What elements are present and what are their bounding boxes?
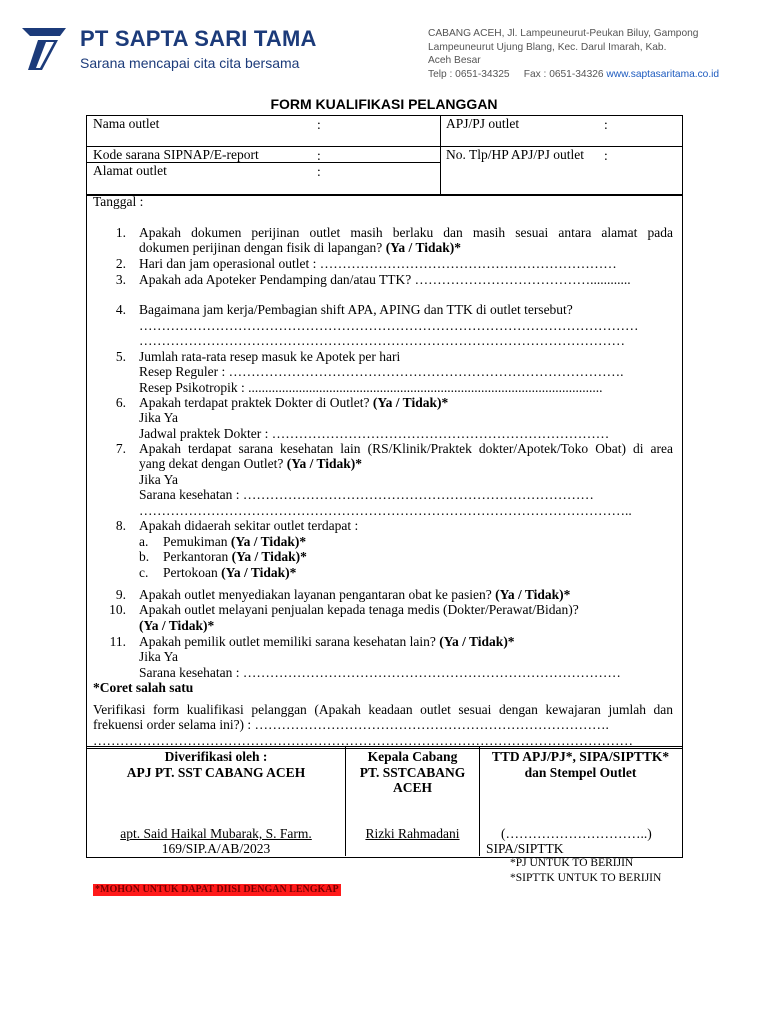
- question-number: 10.: [109, 602, 126, 617]
- question-5: Jumlah rata-rata resep masuk ke Apotek per hari: [139, 349, 401, 364]
- label-nama-outlet: Nama outlet: [93, 116, 160, 131]
- note-pj: *PJ UNTUK TO BERIJIN: [510, 857, 634, 869]
- sig-col2-branch: ACEH: [392, 780, 432, 795]
- label-kode-sarana: Kode sarana SIPNAP/E-report: [93, 147, 259, 162]
- phone-fax: Telp : 0651-34325 Fax : 0651-34326: [428, 68, 604, 80]
- option-pertokoan: [163, 565, 296, 581]
- question-number: 6.: [115, 395, 126, 410]
- address-line: CABANG ACEH, Jl. Lampeuneurut-Peukan Biluy, Gampong: [428, 28, 699, 39]
- company-tagline: Sarana mencapai cita cita bersama: [80, 55, 300, 71]
- company-logo: [20, 26, 68, 72]
- question-7: [139, 441, 673, 457]
- address-line: Aceh Besar: [428, 55, 481, 66]
- ya-tidak-choice: (Ya / Tidak)*: [439, 634, 515, 649]
- colon: :: [317, 164, 321, 179]
- question-9: [139, 587, 570, 603]
- divider: [440, 115, 441, 195]
- answer-dots: …………………………………………………………………………………………………………: [93, 733, 633, 748]
- question-number: 4.: [115, 302, 126, 317]
- question-number: 8.: [115, 518, 126, 533]
- question-8: Apakah didaerah sekitar outlet terdapat :: [139, 518, 359, 533]
- verifikasi-line2: frekuensi order selama ini?) : …………………………………………………………………….: [93, 717, 609, 732]
- note-sipttk: *SIPTTK UNTUK TO BERIJIN: [510, 872, 662, 884]
- question-number: 11.: [109, 634, 126, 649]
- sig-col3-stamp: dan Stempel Outlet: [524, 765, 637, 780]
- answer-dots: …………………………………………………………………………………………………: [139, 318, 639, 333]
- ya-tidak-choice: (Ya / Tidak)*: [231, 549, 307, 564]
- sig-col2-name: Rizki Rahmadani: [365, 826, 460, 841]
- option-letter: b.: [139, 549, 150, 564]
- label-apj-pj-outlet: APJ/PJ outlet: [446, 116, 520, 131]
- website-link[interactable]: www.saptasaritama.co.id: [606, 68, 720, 80]
- sarana-kesehatan: Sarana kesehatan : …………………………………………………………………………: [139, 665, 621, 680]
- coret-note: *Coret salah satu: [93, 680, 194, 695]
- colon: :: [317, 117, 321, 132]
- ya-tidak-choice: (Ya / Tidak)*: [286, 456, 362, 471]
- sig-col3-sip: SIPA/SIPTTK: [486, 841, 564, 856]
- question-10: Apakah outlet melayani penjualan kepada tenaga medis (Dokter/Perawat/Bidan)?: [139, 602, 579, 617]
- colon: :: [317, 148, 321, 163]
- contact-line: [428, 68, 758, 82]
- ya-tidak-choice: (Ya / Tidak)*: [495, 587, 571, 602]
- jika-ya: Jika Ya: [139, 649, 179, 664]
- question-4: Bagaimana jam kerja/Pembagian shift APA, APING dan TTK di outlet tersebut?: [139, 302, 573, 317]
- answer-dots: ………………………………………………………………………………………………: [139, 333, 625, 348]
- company-address: [428, 27, 758, 81]
- option-text: Pemukiman: [163, 534, 228, 549]
- question-text: yang dekat dengan Outlet?: [139, 456, 284, 471]
- form-title: FORM KUALIFIKASI PELANGGAN: [270, 96, 498, 112]
- option-letter: a.: [139, 534, 149, 549]
- jika-ya: Jika Ya: [139, 410, 179, 425]
- question-11: [139, 634, 515, 650]
- verifikasi-text: [93, 702, 673, 718]
- option-perkantoran: [163, 549, 307, 565]
- label-tanggal: Tanggal :: [93, 194, 144, 209]
- question-6: [139, 395, 448, 411]
- option-letter: c.: [139, 565, 149, 580]
- question-text: dokumen perijinan dengan fisik di lapangan?: [139, 240, 383, 255]
- resep-psikotropik: Resep Psikotropik : .........................................................................................................: [139, 380, 603, 395]
- question-number: 9.: [115, 587, 126, 602]
- resep-reguler: Resep Reguler : …………………………………………………………………………….: [139, 364, 624, 379]
- question-2: Hari dan jam operasional outlet : …………………………………………………………: [139, 256, 617, 271]
- question-3: Apakah ada Apoteker Pendamping dan/atau TTK? …………………………………............: [139, 272, 631, 287]
- ya-tidak-choice: (Ya / Tidak)*: [385, 240, 461, 255]
- sig-col1-heading: Diverifikasi oleh :: [164, 749, 268, 764]
- question-text: Apakah terdapat praktek Dokter di Outlet?: [139, 395, 370, 410]
- sig-col1-role: APJ PT. SST CABANG ACEH: [126, 765, 306, 780]
- question-text: Apakah outlet menyediakan layanan pengantaran obat ke pasien?: [139, 587, 492, 602]
- colon: :: [604, 117, 608, 132]
- address-line: Lampeuneurut Ujung Blang, Kec. Darul Imarah, Kab.: [428, 41, 667, 53]
- question-number: 7.: [115, 441, 126, 456]
- question-text: Apakah terdapat sarana kesehatan lain (RS/Klinik/Praktek dokter/Apotek/Toko Obat) di area: [139, 441, 673, 456]
- label-no-tlp: No. Tlp/HP APJ/PJ outlet: [446, 147, 585, 162]
- sig-col2-heading: Kepala Cabang: [367, 749, 458, 764]
- warning-note: *MOHON UNTUK DAPAT DIISI DENGAN LENGKAP: [95, 884, 339, 895]
- ya-tidak-choice: (Ya / Tidak)*: [139, 618, 215, 633]
- option-text: Perkantoran: [163, 549, 229, 564]
- sarana-kesehatan: Sarana kesehatan : ……………………………………………………………………: [139, 487, 594, 502]
- jika-ya: Jika Ya: [139, 472, 179, 487]
- sig-col2-company: PT. SSTCABANG: [359, 765, 466, 780]
- company-name: PT SAPTA SARI TAMA: [80, 26, 317, 51]
- sig-col3-blank: (…………………………..): [501, 826, 652, 841]
- option-text: Pertokoan: [163, 565, 218, 580]
- sig-col1-name: apt. Said Haikal Mubarak, S. Farm.: [120, 826, 312, 841]
- verifikasi-line: Verifikasi form kualifikasi pelanggan (Apakah keadaan outlet sesuai dengan kewajaran jumlah dan: [93, 702, 673, 717]
- label-alamat-outlet: Alamat outlet: [93, 163, 167, 178]
- question-number: 2.: [115, 256, 126, 271]
- question-text: Apakah pemilik outlet memiliki sarana kesehatan lain?: [139, 634, 436, 649]
- question-7-line2: [139, 456, 362, 472]
- question-number: 5.: [115, 349, 126, 364]
- question-number: 1.: [115, 225, 126, 240]
- question-1: [139, 225, 673, 241]
- question-1-line2: [139, 240, 461, 256]
- question-text: Apakah dokumen perijinan outlet masih berlaku dan masih sesuai antara alamat pada: [139, 225, 673, 240]
- ya-tidak-choice: (Ya / Tidak)*: [230, 534, 307, 549]
- ya-tidak-choice: (Ya / Tidak)*: [372, 395, 449, 410]
- option-pemukiman: [163, 534, 306, 550]
- sig-col1-sip: 169/SIP.A/AB/2023: [161, 841, 271, 856]
- ya-tidak-choice: (Ya / Tidak)*: [221, 565, 297, 580]
- question-number: 3.: [115, 272, 126, 287]
- answer-dots: ………………………………………………………………………………………………..: [139, 503, 632, 518]
- jadwal-praktek: Jadwal praktek Dokter : …………………………………………………………………: [139, 426, 610, 441]
- colon: :: [604, 148, 608, 163]
- sig-col3-heading: TTD APJ/PJ*, SIPA/SIPTTK*: [491, 749, 670, 764]
